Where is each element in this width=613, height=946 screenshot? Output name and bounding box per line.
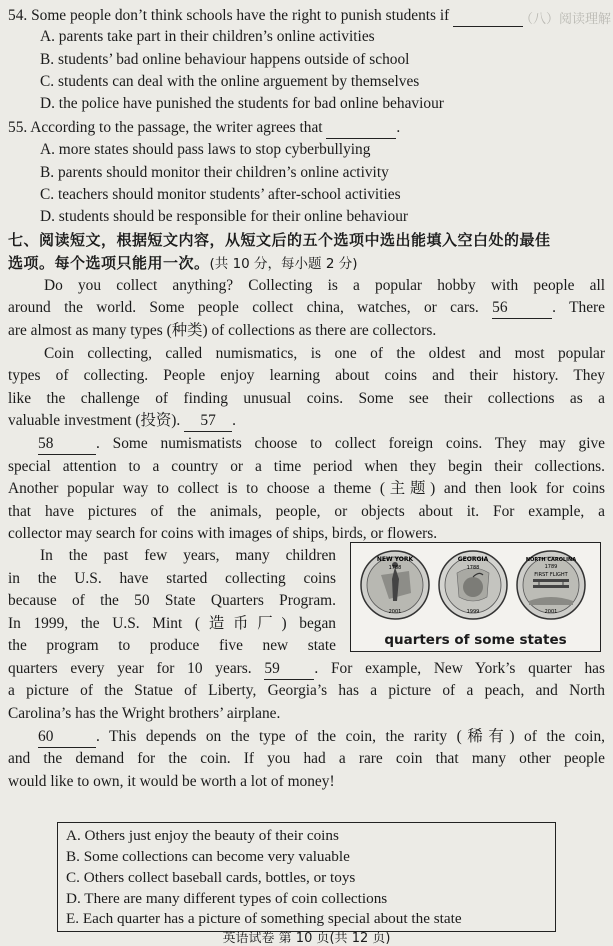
north-carolina-quarter-image — [515, 549, 587, 621]
blank-59: 59 — [264, 659, 314, 680]
blank-56: 56 — [492, 298, 552, 319]
svg-text:2001: 2001 — [544, 609, 558, 615]
q54-option-a: A. parents take part in their children’s online activities — [40, 28, 375, 45]
passage-line: types of collecting. People enjoy learning about coins and their history. They — [8, 367, 605, 384]
page-footer: 英语试卷 第 10 页(共 12 页) — [222, 931, 391, 946]
blank-60: 60 — [38, 727, 96, 748]
bleed-text: （八）阅读理解 — [520, 11, 612, 26]
section-heading-line1: 七、阅读短文，根据短文内容，从短文后的五个选项中选出能填入空白处的最佳 — [8, 231, 551, 249]
svg-text:1789: 1789 — [544, 564, 558, 570]
choice-e: E. Each quarter has a picture of something special about the state — [66, 910, 462, 927]
q55-option-a: A. more states should pass laws to stop cyberbullying — [40, 141, 371, 158]
svg-text:1788: 1788 — [388, 565, 402, 571]
passage-line: 60 . This depends on the type of the coin, the rarity (稀有) of the coin, — [8, 727, 605, 748]
passage-line: 58 . Some numismatists choose to collect foreign coins. They may give — [8, 434, 605, 455]
passage-line: Do you collect anything? Collecting is a popular hobby with people all — [44, 277, 605, 294]
svg-text:1999: 1999 — [466, 609, 480, 615]
q55-option-c: C. teachers should monitor students’ after-school activities — [40, 186, 401, 203]
choices-box — [57, 822, 556, 932]
passage-line: in the U.S. have started collecting coins — [8, 570, 336, 587]
figure-caption: quarters of some states — [384, 632, 567, 648]
passage-line: would like to own, it would be worth a lot of money! — [8, 773, 335, 790]
svg-text:NORTH CAROLINA: NORTH CAROLINA — [525, 557, 577, 563]
q54-option-d: D. the police have punished the students for bad online behaviour — [40, 95, 444, 112]
q54-option-b: B. students’ bad online behaviour happens outside of school — [40, 51, 410, 68]
passage-line: and the demand for the coin. If you had a rare coin that many other people — [8, 750, 605, 767]
choice-a: A. Others just enjoy the beauty of their coins — [66, 827, 339, 844]
choice-c: C. Others collect baseball cards, bottles, or toys — [66, 869, 356, 886]
q54-option-c: C. students can deal with the online arguement by themselves — [40, 73, 420, 90]
passage-line: because of the 50 State Quarters Program. — [8, 592, 336, 609]
svg-text:2001: 2001 — [388, 609, 402, 615]
passage-line: valuable investment (投资). 57 . — [8, 411, 236, 432]
passage-line: Another popular way to collect is to choose a theme (主题) and then look for coins — [8, 480, 605, 497]
svg-text:GEORGIA: GEORGIA — [457, 556, 489, 563]
passage-line: In 1999, the U.S. Mint (造币厂) began — [8, 615, 336, 632]
passage-line: that have pictures of the animals, people, or objects about it. For example, a — [8, 503, 605, 520]
passage-line: Carolina’s has the Wright brothers’ airplane. — [8, 705, 281, 722]
section-heading-line2: 选项。每个选项只能用一次。(共 10 分，每小题 2 分) — [8, 254, 358, 272]
passage-line: are almost as many types (种类) of collections as there are collectors. — [8, 322, 437, 339]
choice-b: B. Some collections can become very valuable — [66, 848, 350, 865]
blank-57: 57 — [184, 411, 232, 432]
choice-d: D. There are many different types of coin collections — [66, 890, 388, 907]
state-quarters-figure — [350, 542, 601, 652]
passage-line: special attention to a country or a time period when they begin their collections. — [8, 458, 605, 475]
q55-stem: 55. According to the passage, the writer agrees that . — [8, 118, 400, 139]
svg-text:FIRST FLIGHT: FIRST FLIGHT — [534, 572, 568, 578]
passage-line: collector may search for coins with images of ships, birds, or flowers. — [8, 525, 438, 542]
passage-line: quarters every year for 10 years. 59 . For example, New York’s quarter has — [8, 659, 605, 680]
passage-line: like the challenge of finding unusual coins. Some see their collections as a — [8, 390, 605, 407]
passage-line: the program to produce five new state — [8, 637, 336, 654]
svg-text:NEW YORK: NEW YORK — [376, 556, 414, 563]
passage-line: In the past few years, many children — [40, 547, 336, 564]
q55-option-d: D. students should be responsible for their online behaviour — [40, 208, 409, 225]
svg-text:1788: 1788 — [466, 565, 480, 571]
passage-line: Coin collecting, called numismatics, is one of the oldest and most popular — [44, 345, 605, 362]
passage-line: around the world. Some people collect china, watches, or cars. 56 . There — [8, 298, 605, 319]
georgia-quarter-image — [437, 549, 509, 621]
new-york-quarter-image — [359, 549, 431, 621]
blank-58: 58 — [38, 434, 96, 455]
q54-stem: 54. Some people don’t think schools have the right to punish students if — [8, 6, 523, 27]
q55-option-b: B. parents should monitor their children’s online activity — [40, 164, 389, 181]
passage-line: a picture of the Statue of Liberty, Georgia’s has a picture of a peach, and North — [8, 682, 605, 699]
